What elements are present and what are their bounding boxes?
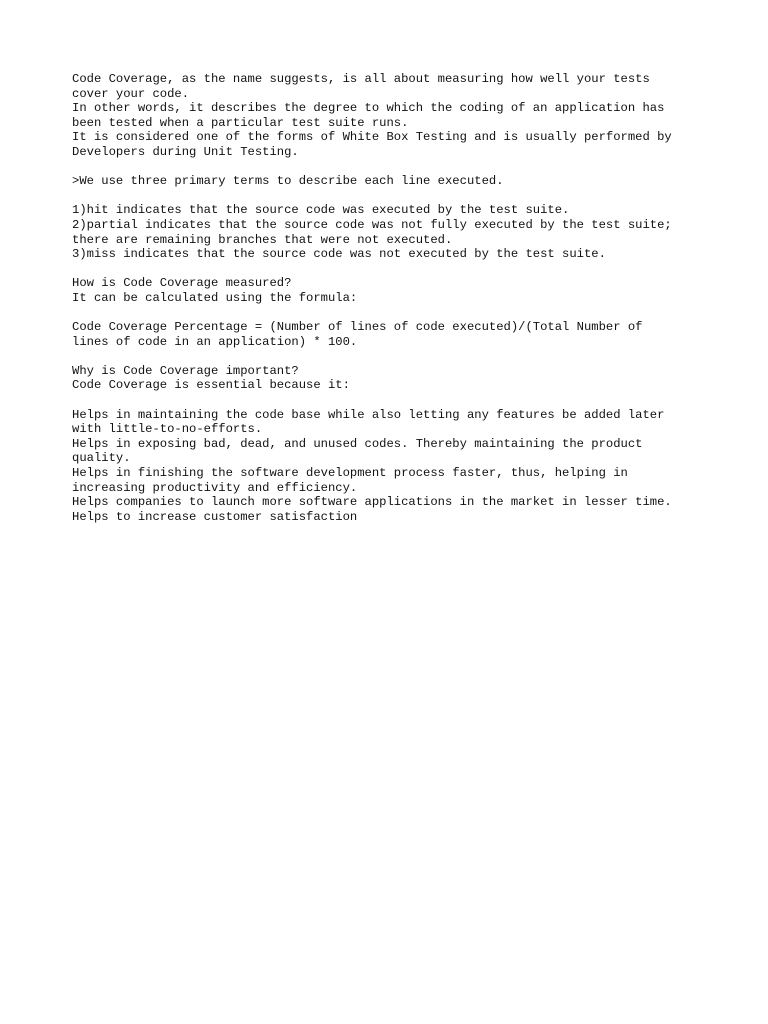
list-item: quality. xyxy=(72,451,131,466)
blank-line xyxy=(72,306,712,321)
text-line: Code Coverage, as the name suggests, is all about measuring how well your tests xyxy=(72,72,650,86)
text-line: lines of code in an application) * 100. xyxy=(72,334,358,349)
terms-intro xyxy=(72,174,712,189)
blank-line xyxy=(72,349,712,364)
formula-section xyxy=(72,320,712,349)
list-item: Helps companies to launch more software applications in the market in lesser time. xyxy=(72,495,672,510)
list-item: 1)hit indicates that the source code was executed by the test suite. xyxy=(72,203,570,218)
benefits-list xyxy=(72,408,712,525)
document-page xyxy=(72,72,712,524)
text-line: cover your code. xyxy=(72,86,190,101)
list-item: Helps in finishing the software development process faster, thus, helping in xyxy=(72,466,628,481)
list-item: Helps in exposing bad, dead, and unused codes. Thereby maintaining the product xyxy=(72,436,643,451)
list-item: increasing productivity and efficiency. xyxy=(72,480,358,495)
intro-paragraph xyxy=(72,72,712,160)
blank-line xyxy=(72,160,712,175)
list-item: Helps in maintaining the code base while also letting any features be added later xyxy=(72,407,665,422)
text-line: Developers during Unit Testing. xyxy=(72,144,299,159)
measured-section xyxy=(72,276,712,305)
text-line: been tested when a particular test suite runs. xyxy=(72,115,409,130)
importance-section xyxy=(72,364,712,393)
text-line: >We use three primary terms to describe each line executed. xyxy=(72,174,504,189)
terms-list xyxy=(72,203,712,261)
list-item: with little-to-no-efforts. xyxy=(72,422,263,437)
list-item: 3)miss indicates that the source code was not executed by the test suite. xyxy=(72,247,606,262)
text-line: In other words, it describes the degree to which the coding of an application has xyxy=(72,101,665,116)
text-line: Code Coverage is essential because it: xyxy=(72,378,350,393)
text-line: It can be calculated using the formula: xyxy=(72,290,358,305)
list-item: Helps to increase customer satisfaction xyxy=(72,509,358,524)
text-line: Code Coverage Percentage = (Number of lines of code executed)/(Total Number of xyxy=(72,320,643,335)
blank-line xyxy=(72,262,712,277)
list-item: 2)partial indicates that the source code was not fully executed by the test suite; xyxy=(72,217,672,232)
text-line: How is Code Coverage measured? xyxy=(72,276,292,291)
list-item: there are remaining branches that were not executed. xyxy=(72,232,453,247)
blank-line xyxy=(72,393,712,408)
text-line: Why is Code Coverage important? xyxy=(72,363,299,378)
blank-line xyxy=(72,189,712,204)
text-line: It is considered one of the forms of White Box Testing and is usually performed by xyxy=(72,130,672,145)
